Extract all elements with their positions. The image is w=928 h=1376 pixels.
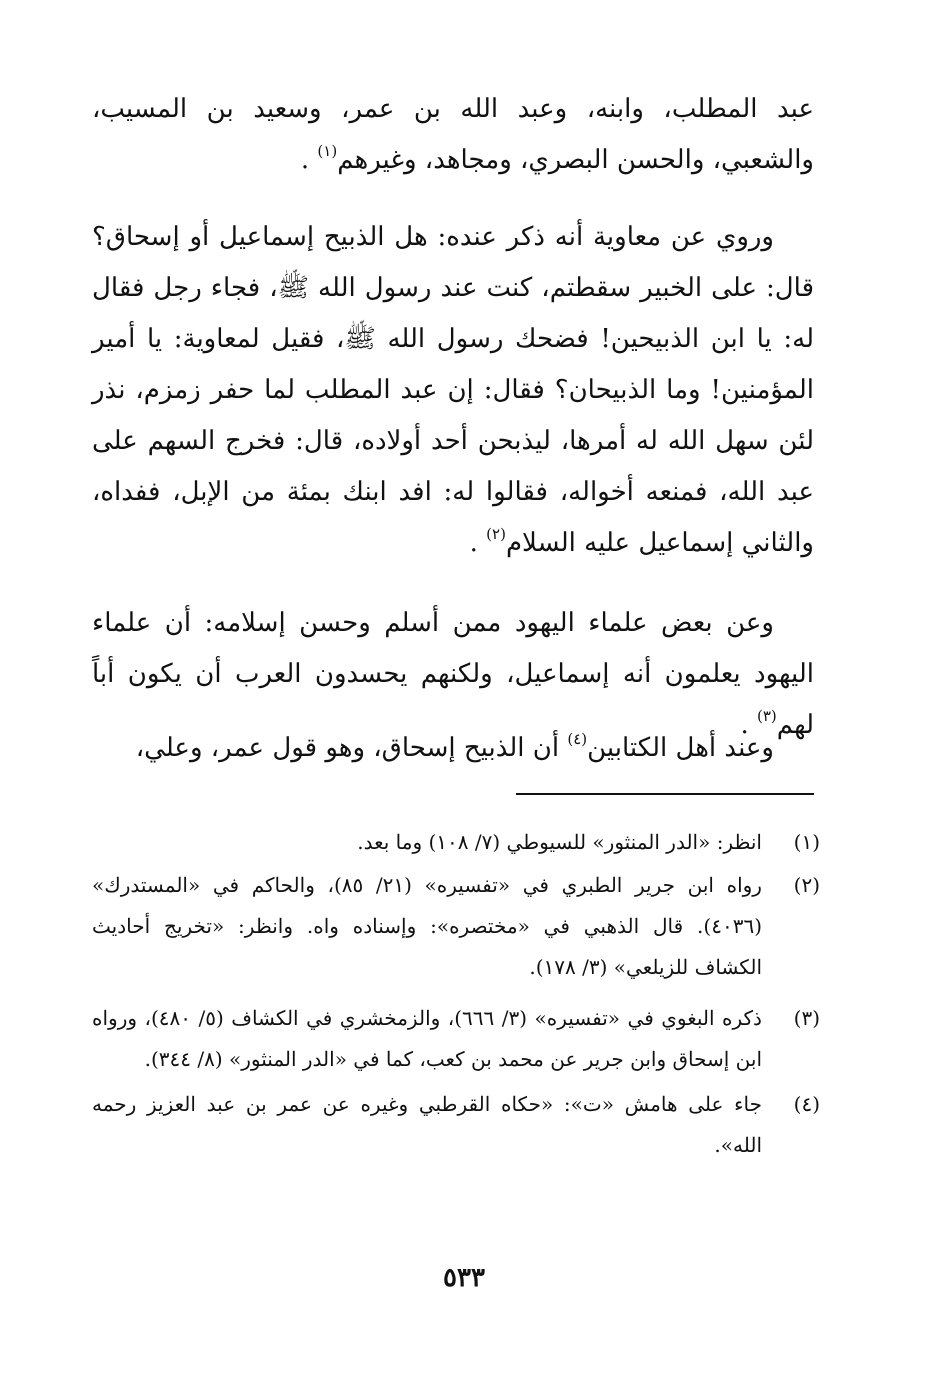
footnote-text: جاء على هامش «ت»: «حكاه القرطبي وغيره عن عمر بن عبد العزيز رحمه الله». [92, 1092, 762, 1157]
paragraph-4-text-b: أن الذبيح إسحاق، وهو قول عمر، وعلي، [135, 733, 560, 763]
footnote-ref-1[interactable]: (١) [317, 142, 338, 160]
paragraph-2-end: . [469, 528, 478, 558]
footnote-ref-3[interactable]: (٣) [757, 707, 777, 725]
paragraph-4 [92, 723, 814, 774]
footnote-number: (٢) [793, 873, 820, 897]
footnote-number: (٤) [793, 1092, 820, 1116]
footnote-3 [92, 998, 820, 1080]
footnote-text: انظر: «الدر المنثور» للسيوطي (٧/ ١٠٨) وما بعد. [357, 830, 762, 854]
paragraph-4-text-a: وعند أهل الكتابين [587, 733, 774, 763]
footnote-number: (٣) [793, 1006, 820, 1030]
paragraph-3-text: وعن بعض علماء اليهود ممن أسلم وحسن إسلامه: أن علماء اليهود يعلمون أنه إسماعيل، ولكنهم يحسدون العرب أن يكون أباً لهم [92, 608, 814, 740]
paragraph-3-end: . [740, 710, 749, 740]
footnote-2 [92, 865, 820, 988]
paragraph-1 [92, 84, 814, 186]
footnote-number: (١) [793, 830, 820, 854]
footnote-4 [92, 1084, 820, 1166]
paragraph-2-text: وروي عن معاوية أنه ذكر عنده: هل الذبيح إسماعيل أو إسحاق؟ قال: على الخبير سقطتم، كنت عند رسول الله ﷺ، فجاء رجل فقال له: يا ابن الذبيحين! فضحك رسول الله ﷺ، فقيل لمعاوية: يا أمير المؤمنين! وما الذبيحان؟ فقال: إن عبد المطلب لما حفر زمزم، نذر لئن سهل الله له أمرها، ليذبحن أحد أولاده، قال: فخرج السهم على عبد الله، فمنعه أخواله، فقالوا له: افد ابنك بمئة من الإبل، ففداه، والثاني إسماعيل عليه السلام [92, 222, 814, 558]
footnote-text: رواه ابن جرير الطبري في «تفسيره» (٢١/ ٨٥)، والحاكم في «المستدرك» (٤٠٣٦). قال الذهبي في «مختصره»: وإسناده واه. وانظر: «تخريج أحاديث الكشاف للزيلعي» (٣/ ١٧٨). [92, 873, 762, 979]
paragraph-1-end: . [300, 145, 310, 175]
footnote-separator [516, 793, 814, 795]
footnote-ref-2[interactable]: (٢) [486, 525, 506, 543]
paragraph-2 [92, 212, 814, 569]
footnote-ref-4[interactable]: (٤) [567, 730, 588, 748]
footnote-1 [92, 822, 820, 863]
page-number: ٥٣٣ [443, 1263, 485, 1293]
footnotes [92, 822, 820, 1168]
paragraph-1-text: عبد المطلب، وابنه، وعبد الله بن عمر، وسعيد بن المسيب، والشعبي، والحسن البصري، ومجاهد، وغيرهم [92, 94, 814, 175]
footnote-text: ذكره البغوي في «تفسيره» (٣/ ٦٦٦)، والزمخشري في الكشاف (٥/ ٤٨٠)، ورواه ابن إسحاق وابن جرير عن محمد بن كعب، كما في «الدر المنثور» (٨/ ٣٤٤). [92, 1006, 762, 1071]
